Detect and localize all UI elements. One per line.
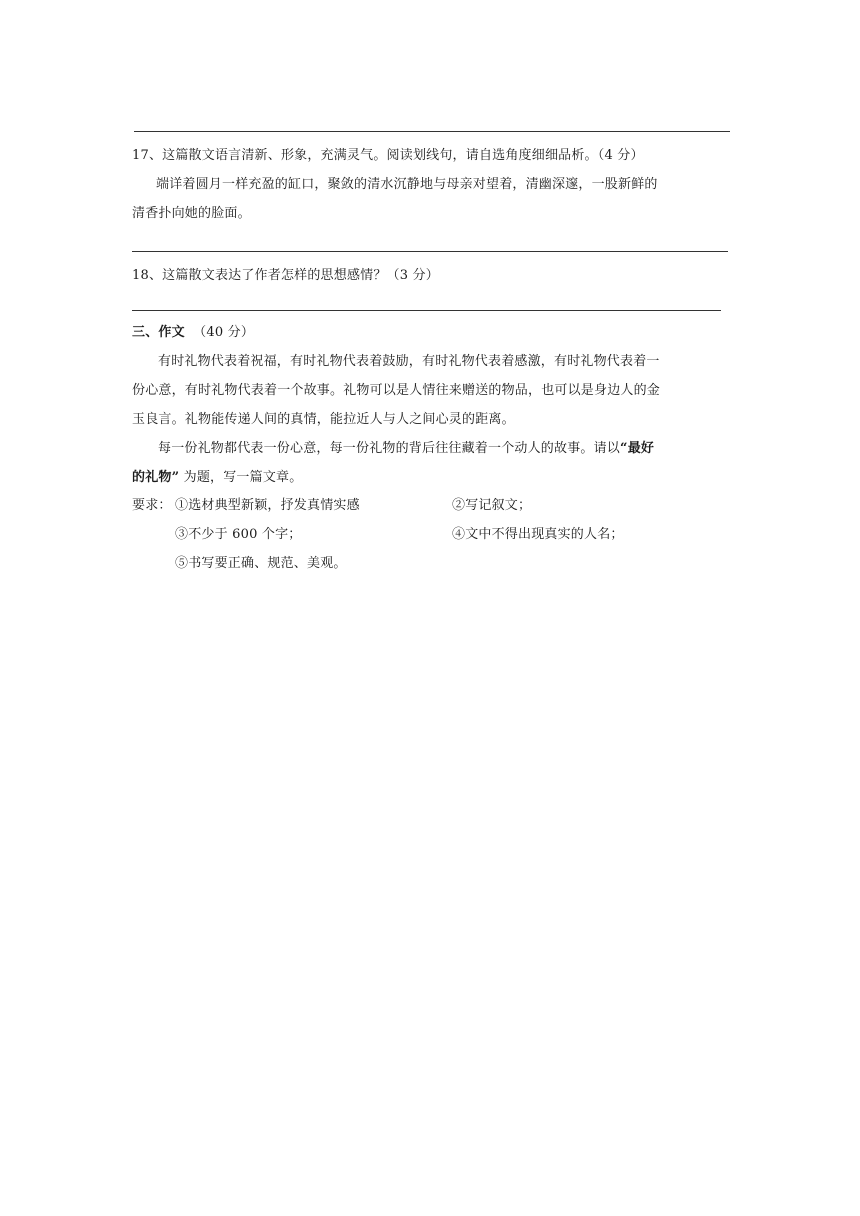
- answer-line: [134, 131, 730, 132]
- essay-prompt-line: 份心意，有时礼物代表着一个故事。礼物可以是人情往来赠送的物品，也可以是身边人的金: [132, 383, 661, 398]
- essay-title: “最好: [620, 441, 655, 456]
- answer-line: [132, 251, 728, 252]
- requirement-item: ②写记叙文；: [452, 498, 532, 513]
- requirement-item: ①选材典型新颖，抒发真情实感: [175, 498, 360, 513]
- question-17-prompt: 17、这篇散文语言清新、形象，充满灵气。阅读划线句，请自选角度细细品析。（4 分）: [132, 148, 644, 163]
- question-17-quote-line: 端详着圆月一样充盈的缸口，聚敛的清水沉静地与母亲对望着，清幽深邃，一股新鲜的: [156, 177, 658, 192]
- essay-prompt-line: [132, 470, 302, 486]
- essay-instruction: 为题，写一篇文章。: [183, 470, 303, 485]
- requirements-label: 要求：: [132, 498, 172, 513]
- requirement-item: ④文中不得出现真实的人名；: [452, 527, 624, 542]
- requirement-item: ③不少于 600 个字；: [175, 527, 302, 542]
- essay-prompt-line: [158, 441, 654, 457]
- section-3-heading: [132, 325, 254, 341]
- section-3-points: （40 分）: [193, 325, 255, 340]
- essay-prompt-line: 有时礼物代表着祝福，有时礼物代表着鼓励，有时礼物代表着感激，有时礼物代表着一: [158, 354, 660, 369]
- essay-prompt-line: 玉良言。礼物能传递人间的真情，能拉近人与人之间心灵的距离。: [132, 412, 515, 427]
- essay-instruction: 每一份礼物都代表一份心意，每一份礼物的背后往往藏着一个动人的故事。请以: [158, 441, 621, 456]
- requirement-item: ⑤书写要正确、规范、美观。: [175, 556, 347, 571]
- question-18-prompt: 18、这篇散文表达了作者怎样的思想感情？（3 分）: [132, 268, 439, 283]
- essay-title: 的礼物”: [132, 470, 180, 485]
- answer-line: [132, 310, 721, 311]
- section-3-title: 三、作文: [132, 325, 185, 340]
- question-17-quote-line: 清香扑向她的脸面。: [132, 206, 251, 221]
